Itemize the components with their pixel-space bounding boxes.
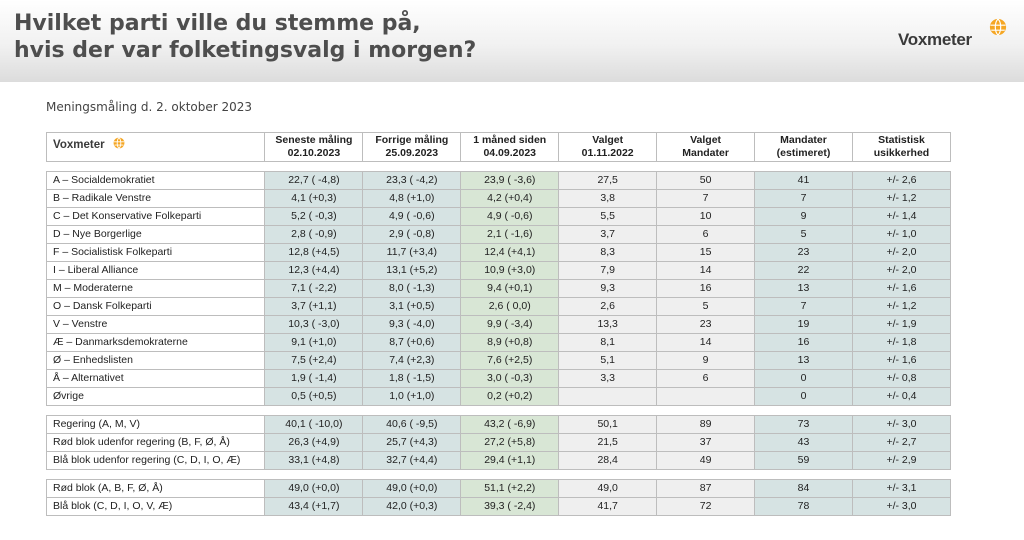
value-cell: 7,1 ( -2,2): [265, 280, 363, 298]
spacer-cell: [363, 162, 461, 172]
value-cell: 9: [755, 208, 853, 226]
value-cell: [657, 388, 755, 406]
spacer-cell: [265, 406, 363, 416]
party-name: O – Dansk Folkeparti: [47, 298, 265, 316]
value-cell: 13,3: [559, 316, 657, 334]
spacer-cell: [363, 406, 461, 416]
value-cell: +/- 1,0: [852, 226, 950, 244]
value-cell: 6: [657, 370, 755, 388]
spacer-cell: [657, 470, 755, 480]
value-cell: 0,5 (+0,5): [265, 388, 363, 406]
value-cell: 51,1 (+2,2): [461, 480, 559, 498]
value-cell: 25,7 (+4,3): [363, 434, 461, 452]
party-name: B – Radikale Venstre: [47, 190, 265, 208]
value-cell: +/- 2,0: [852, 244, 950, 262]
table-row: [47, 190, 951, 208]
value-cell: 23: [755, 244, 853, 262]
value-cell: 7,5 (+2,4): [265, 352, 363, 370]
value-cell: 87: [657, 480, 755, 498]
spacer-cell: [363, 470, 461, 480]
value-cell: 32,7 (+4,4): [363, 452, 461, 470]
value-cell: 13: [755, 280, 853, 298]
spacer-cell: [265, 162, 363, 172]
party-name: Regering (A, M, V): [47, 416, 265, 434]
value-cell: +/- 1,2: [852, 298, 950, 316]
value-cell: 13: [755, 352, 853, 370]
value-cell: 23,9 ( -3,6): [461, 172, 559, 190]
value-cell: 14: [657, 334, 755, 352]
spacer-cell: [559, 162, 657, 172]
value-cell: 5,1: [559, 352, 657, 370]
table-row: [47, 452, 951, 470]
party-name: Blå blok (C, D, I, O, V, Æ): [47, 498, 265, 516]
party-name: Rød blok udenfor regering (B, F, Ø, Å): [47, 434, 265, 452]
value-cell: 50,1: [559, 416, 657, 434]
title-line-1: Hvilket parti ville du stemme på,: [14, 11, 421, 36]
column-header-6: [755, 133, 853, 162]
table-row: [47, 172, 951, 190]
value-cell: 21,5: [559, 434, 657, 452]
value-cell: 1,8 ( -1,5): [363, 370, 461, 388]
value-cell: 12,4 (+4,1): [461, 244, 559, 262]
value-cell: +/- 1,6: [852, 280, 950, 298]
value-cell: 89: [657, 416, 755, 434]
value-cell: 9,9 ( -3,4): [461, 316, 559, 334]
value-cell: 2,1 ( -1,6): [461, 226, 559, 244]
value-cell: +/- 1,6: [852, 352, 950, 370]
value-cell: 41,7: [559, 498, 657, 516]
value-cell: +/- 2,0: [852, 262, 950, 280]
table-row: [47, 334, 951, 352]
table-row: [47, 434, 951, 452]
value-cell: 3,7: [559, 226, 657, 244]
party-name: Blå blok udenfor regering (C, D, I, O, Æ): [47, 452, 265, 470]
value-cell: 5,2 ( -0,3): [265, 208, 363, 226]
value-cell: 43: [755, 434, 853, 452]
value-cell: 4,9 ( -0,6): [363, 208, 461, 226]
table-row: [47, 370, 951, 388]
spacer-cell: [755, 406, 853, 416]
spacer-cell: [755, 470, 853, 480]
party-name: C – Det Konservative Folkeparti: [47, 208, 265, 226]
value-cell: 12,8 (+4,5): [265, 244, 363, 262]
table-row: [47, 352, 951, 370]
value-cell: 2,8 ( -0,9): [265, 226, 363, 244]
table-row: [47, 316, 951, 334]
value-cell: +/- 1,8: [852, 334, 950, 352]
value-cell: 9: [657, 352, 755, 370]
table-row: [47, 298, 951, 316]
title-line-2: hvis der var folketingsvalg i morgen?: [14, 38, 477, 63]
column-header-2: [363, 133, 461, 162]
value-cell: 8,7 (+0,6): [363, 334, 461, 352]
value-cell: 4,8 (+1,0): [363, 190, 461, 208]
column-header-4: [559, 133, 657, 162]
column-header-3: [461, 133, 559, 162]
spacer-cell: [657, 406, 755, 416]
value-cell: 6: [657, 226, 755, 244]
value-cell: 3,1 (+0,5): [363, 298, 461, 316]
spacer-cell: [852, 162, 950, 172]
value-cell: 8,0 ( -1,3): [363, 280, 461, 298]
value-cell: 3,8: [559, 190, 657, 208]
party-name: Æ – Danmarksdemokraterne: [47, 334, 265, 352]
value-cell: +/- 1,4: [852, 208, 950, 226]
column-header-line2: Mandater: [682, 147, 729, 159]
value-cell: 37: [657, 434, 755, 452]
table-logo: [53, 137, 133, 153]
party-name: F – Socialistisk Folkeparti: [47, 244, 265, 262]
spacer-cell: [755, 162, 853, 172]
party-name: Å – Alternativet: [47, 370, 265, 388]
value-cell: 43,2 ( -6,9): [461, 416, 559, 434]
value-cell: [559, 388, 657, 406]
value-cell: 22,7 ( -4,8): [265, 172, 363, 190]
spacer-cell: [657, 162, 755, 172]
value-cell: 3,0 ( -0,3): [461, 370, 559, 388]
value-cell: +/- 1,2: [852, 190, 950, 208]
column-header-line2: 04.09.2023: [483, 147, 537, 159]
table-header-row: [47, 133, 951, 162]
value-cell: 72: [657, 498, 755, 516]
value-cell: 0: [755, 370, 853, 388]
value-cell: 7,6 (+2,5): [461, 352, 559, 370]
value-cell: +/- 0,8: [852, 370, 950, 388]
globe-icon: [113, 137, 125, 149]
value-cell: +/- 3,0: [852, 416, 950, 434]
value-cell: 39,3 ( -2,4): [461, 498, 559, 516]
column-header-7: [852, 133, 950, 162]
value-cell: 7: [657, 190, 755, 208]
spacer-cell: [47, 470, 265, 480]
party-name: Ø – Enhedslisten: [47, 352, 265, 370]
spacer-cell: [852, 406, 950, 416]
value-cell: 40,6 ( -9,5): [363, 416, 461, 434]
value-cell: 13,1 (+5,2): [363, 262, 461, 280]
value-cell: 16: [755, 334, 853, 352]
column-header-line1: Valget: [690, 134, 722, 146]
value-cell: 26,3 (+4,9): [265, 434, 363, 452]
value-cell: 7,9: [559, 262, 657, 280]
value-cell: +/- 0,4: [852, 388, 950, 406]
value-cell: 29,4 (+1,1): [461, 452, 559, 470]
value-cell: 43,4 (+1,7): [265, 498, 363, 516]
value-cell: 8,9 (+0,8): [461, 334, 559, 352]
value-cell: 23,3 ( -4,2): [363, 172, 461, 190]
column-header-line1: Forrige måling: [375, 134, 449, 146]
value-cell: 7: [755, 298, 853, 316]
column-header-line1: Valget: [592, 134, 624, 146]
table-row: [47, 226, 951, 244]
value-cell: 10,3 ( -3,0): [265, 316, 363, 334]
value-cell: 84: [755, 480, 853, 498]
value-cell: 5: [755, 226, 853, 244]
value-cell: 19: [755, 316, 853, 334]
value-cell: 16: [657, 280, 755, 298]
value-cell: 10,9 (+3,0): [461, 262, 559, 280]
value-cell: 73: [755, 416, 853, 434]
page-title: [14, 10, 476, 64]
value-cell: 59: [755, 452, 853, 470]
value-cell: 14: [657, 262, 755, 280]
value-cell: 42,0 (+0,3): [363, 498, 461, 516]
table-row: [47, 208, 951, 226]
value-cell: 7: [755, 190, 853, 208]
value-cell: 28,4: [559, 452, 657, 470]
column-header-5: [657, 133, 755, 162]
value-cell: 2,6 ( 0,0): [461, 298, 559, 316]
spacer-cell: [461, 406, 559, 416]
party-name: V – Venstre: [47, 316, 265, 334]
value-cell: 4,9 ( -0,6): [461, 208, 559, 226]
value-cell: 9,1 (+1,0): [265, 334, 363, 352]
value-cell: 2,6: [559, 298, 657, 316]
value-cell: 5,5: [559, 208, 657, 226]
value-cell: 4,1 (+0,3): [265, 190, 363, 208]
value-cell: 4,2 (+0,4): [461, 190, 559, 208]
header-banner: [0, 0, 1024, 82]
party-name: I – Liberal Alliance: [47, 262, 265, 280]
value-cell: 7,4 (+2,3): [363, 352, 461, 370]
spacer-cell: [461, 162, 559, 172]
table-logo-cell: [47, 133, 265, 162]
value-cell: 27,5: [559, 172, 657, 190]
table-row: [47, 480, 951, 498]
party-name: M – Moderaterne: [47, 280, 265, 298]
value-cell: +/- 2,6: [852, 172, 950, 190]
value-cell: 50: [657, 172, 755, 190]
value-cell: 0: [755, 388, 853, 406]
value-cell: 15: [657, 244, 755, 262]
value-cell: 49,0 (+0,0): [363, 480, 461, 498]
poll-table: [46, 132, 951, 516]
table-row: [47, 498, 951, 516]
value-cell: 5: [657, 298, 755, 316]
column-header-line2: 02.10.2023: [287, 147, 341, 159]
value-cell: 11,7 (+3,4): [363, 244, 461, 262]
table-row: [47, 416, 951, 434]
value-cell: 2,9 ( -0,8): [363, 226, 461, 244]
column-header-line2: 25.09.2023: [385, 147, 439, 159]
spacer-cell: [265, 470, 363, 480]
value-cell: 10: [657, 208, 755, 226]
value-cell: +/- 3,0: [852, 498, 950, 516]
value-cell: 78: [755, 498, 853, 516]
value-cell: +/- 1,9: [852, 316, 950, 334]
spacer-cell: [47, 162, 265, 172]
column-header-line2: usikkerhed: [873, 147, 930, 159]
value-cell: 1,0 (+1,0): [363, 388, 461, 406]
spacer-cell: [559, 406, 657, 416]
column-header-line1: 1 måned siden: [473, 134, 547, 146]
brand-name: Voxmeter: [898, 30, 972, 49]
spacer-cell: [47, 406, 265, 416]
spacer-row: [47, 162, 951, 172]
value-cell: 12,3 (+4,4): [265, 262, 363, 280]
value-cell: 49,0 (+0,0): [265, 480, 363, 498]
value-cell: 9,3 ( -4,0): [363, 316, 461, 334]
party-name: Øvrige: [47, 388, 265, 406]
spacer-cell: [559, 470, 657, 480]
table-row: [47, 244, 951, 262]
table-row: [47, 388, 951, 406]
value-cell: 49,0: [559, 480, 657, 498]
value-cell: 27,2 (+5,8): [461, 434, 559, 452]
table-logo-text: Voxmeter: [53, 139, 105, 151]
table-row: [47, 262, 951, 280]
spacer-cell: [852, 470, 950, 480]
party-name: D – Nye Borgerlige: [47, 226, 265, 244]
column-header-line2: (estimeret): [776, 147, 831, 159]
column-header-1: [265, 133, 363, 162]
column-header-line2: 01.11.2022: [581, 147, 634, 159]
value-cell: 3,3: [559, 370, 657, 388]
column-header-line1: Statistisk: [878, 134, 925, 146]
column-header-line1: Mandater: [780, 134, 827, 146]
value-cell: 9,4 (+0,1): [461, 280, 559, 298]
value-cell: 22: [755, 262, 853, 280]
value-cell: 8,1: [559, 334, 657, 352]
value-cell: 8,3: [559, 244, 657, 262]
value-cell: 9,3: [559, 280, 657, 298]
table-row: [47, 280, 951, 298]
value-cell: +/- 2,7: [852, 434, 950, 452]
value-cell: 41: [755, 172, 853, 190]
value-cell: 49: [657, 452, 755, 470]
party-name: Rød blok (A, B, F, Ø, Å): [47, 480, 265, 498]
value-cell: 33,1 (+4,8): [265, 452, 363, 470]
value-cell: +/- 3,1: [852, 480, 950, 498]
party-name: A – Socialdemokratiet: [47, 172, 265, 190]
spacer-row: [47, 406, 951, 416]
value-cell: 40,1 ( -10,0): [265, 416, 363, 434]
globe-icon: [989, 18, 1007, 36]
value-cell: 1,9 ( -1,4): [265, 370, 363, 388]
value-cell: 3,7 (+1,1): [265, 298, 363, 316]
value-cell: 0,2 (+0,2): [461, 388, 559, 406]
value-cell: +/- 2,9: [852, 452, 950, 470]
column-header-line1: Seneste måling: [275, 134, 353, 146]
value-cell: 23: [657, 316, 755, 334]
spacer-row: [47, 470, 951, 480]
spacer-cell: [461, 470, 559, 480]
poll-date-subtitle: Meningsmåling d. 2. oktober 2023: [46, 100, 253, 114]
